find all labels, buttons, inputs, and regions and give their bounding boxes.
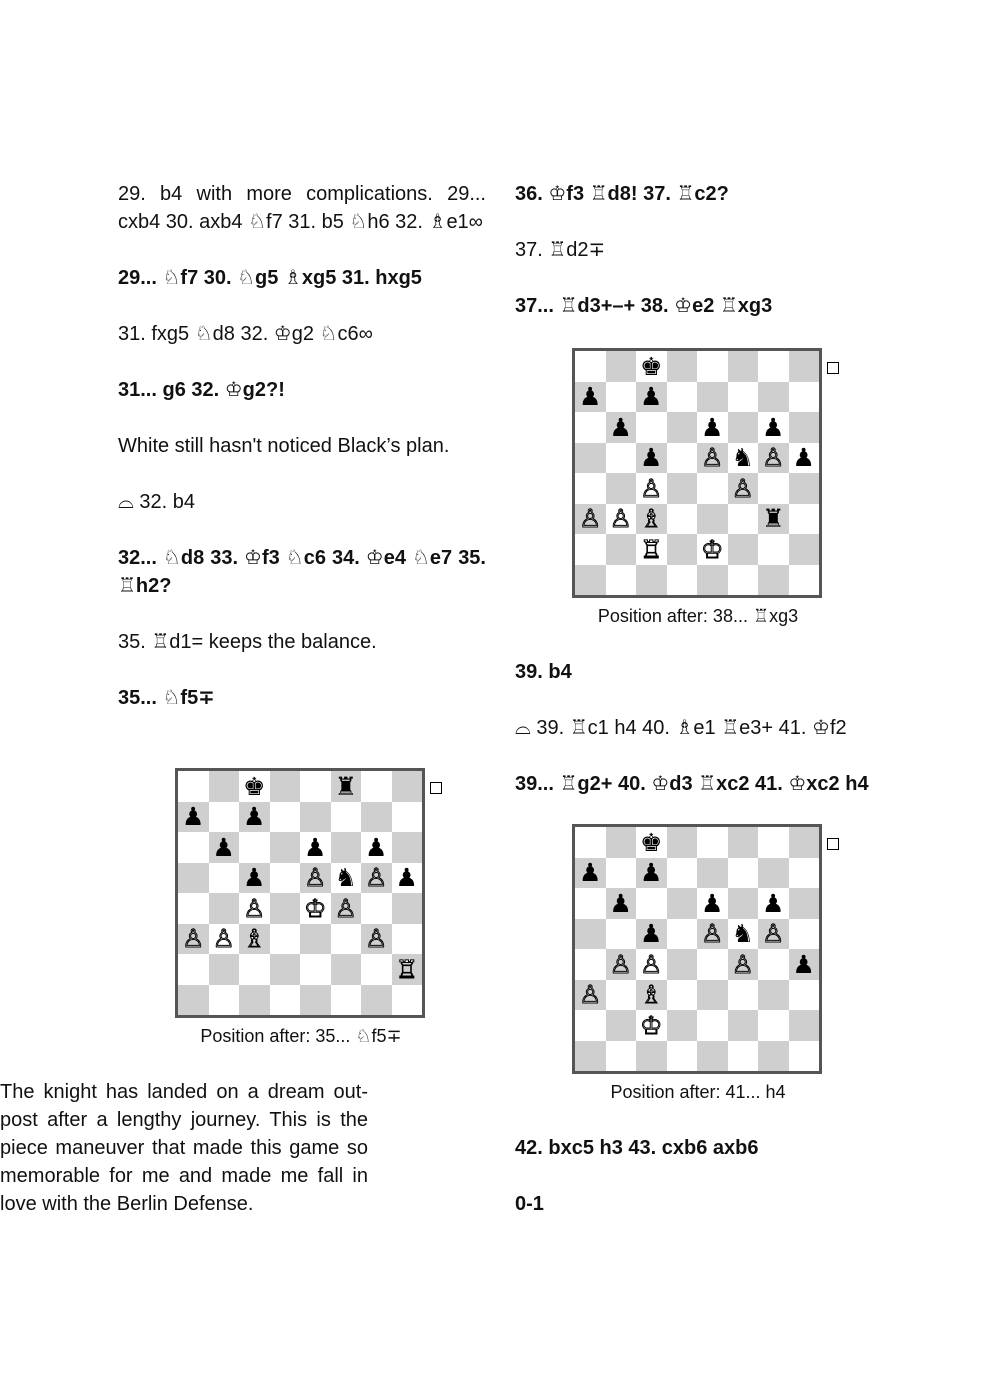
- board-square: [392, 924, 423, 955]
- board-square: [636, 534, 667, 565]
- white-pawn-icon: ♙: [365, 924, 388, 954]
- board-square: [728, 919, 759, 950]
- white-pawn-icon: ♙: [334, 893, 357, 923]
- board-square: [697, 888, 728, 919]
- board-square: [697, 1010, 728, 1041]
- white-pawn-icon: ♙: [579, 980, 602, 1010]
- board-square: [270, 893, 301, 924]
- board-square: [728, 382, 759, 413]
- board-square: [789, 565, 820, 596]
- board-square: [270, 924, 301, 955]
- board-square: [575, 1041, 606, 1072]
- white-pawn-icon: ♙: [609, 949, 632, 979]
- board-square: [697, 351, 728, 382]
- annotation-text: 31. fxg5 ♘d8 32. ♔g2 ♘c6∞: [118, 323, 373, 345]
- board-square: [636, 949, 667, 980]
- board-square: [239, 832, 270, 863]
- board-square: [758, 858, 789, 889]
- board-square: [239, 893, 270, 924]
- board-square: [300, 802, 331, 833]
- board-square: [392, 832, 423, 863]
- board-square: [575, 473, 606, 504]
- board-square: [758, 919, 789, 950]
- black-pawn-icon: ♟: [579, 382, 602, 412]
- board-square: [575, 1010, 606, 1041]
- board-square: [178, 954, 209, 985]
- board-square: [789, 443, 820, 474]
- board-square: [575, 443, 606, 474]
- board-square: [575, 827, 606, 858]
- chessboard: [572, 348, 822, 598]
- board-square: [331, 832, 362, 863]
- black-to-move-marker: [827, 838, 839, 850]
- board-square: [606, 504, 637, 535]
- board-square: [361, 832, 392, 863]
- white-king-icon: ♔: [640, 1010, 663, 1040]
- board-square: [606, 382, 637, 413]
- board-square: [697, 980, 728, 1011]
- diagram-caption: Position after: 38... ♖xg3: [597, 606, 799, 626]
- board-square: [636, 980, 667, 1011]
- board-square: [697, 949, 728, 980]
- move-line: 39. b4: [515, 661, 572, 683]
- board-square: [606, 858, 637, 889]
- black-king-icon: ♚: [243, 771, 266, 801]
- board-square: [178, 802, 209, 833]
- annotation-text: 35. ♖d1= keeps the balance.: [118, 631, 377, 653]
- board-square: [270, 954, 301, 985]
- white-pawn-icon: ♙: [304, 863, 327, 893]
- board-square: [697, 565, 728, 596]
- board-square: [606, 534, 637, 565]
- board-square: [697, 412, 728, 443]
- board-square: [300, 985, 331, 1016]
- board-square: [575, 919, 606, 950]
- board-square: [331, 771, 362, 802]
- board-square: [606, 1041, 637, 1072]
- board-square: [209, 771, 240, 802]
- board-square: [758, 827, 789, 858]
- board-square: [575, 412, 606, 443]
- annotation-text: 37. ♖d2∓: [515, 239, 606, 261]
- board-square: [331, 985, 362, 1016]
- board-square: [361, 954, 392, 985]
- board-square: [331, 924, 362, 955]
- board-square: [758, 412, 789, 443]
- board-square: [789, 949, 820, 980]
- board-square: [361, 985, 392, 1016]
- annotation-text: ⌓ 39. ♖c1 h4 40. ♗e1 ♖e3+ 41. ♔f2: [515, 717, 847, 739]
- board-square: [728, 443, 759, 474]
- black-pawn-icon: ♟: [701, 888, 724, 918]
- board-square: [392, 954, 423, 985]
- board-square: [789, 858, 820, 889]
- board-square: [392, 863, 423, 894]
- right-column: [515, 180, 883, 320]
- board-square: [758, 473, 789, 504]
- board-square: [239, 954, 270, 985]
- white-pawn-icon: ♙: [762, 443, 785, 473]
- diagram-caption: Position after: 41... h4: [610, 1082, 786, 1102]
- board-square: [728, 1041, 759, 1072]
- board-square: [178, 863, 209, 894]
- board-square: [361, 893, 392, 924]
- board-square: [606, 565, 637, 596]
- black-pawn-icon: ♟: [243, 863, 266, 893]
- annotation-text: The knight has landed on a dream out-post after a lengthy journey. This is the piece maneuver that made this game so memorable for me and made me fall in love with the Berlin Defense.: [0, 1081, 368, 1215]
- move-line: 32... ♘d8 33. ♔f3 ♘c6 34. ♔e4 ♘e7 35. ♖h2?: [118, 547, 486, 597]
- board-square: [697, 443, 728, 474]
- board-square: [789, 980, 820, 1011]
- board-square: [239, 802, 270, 833]
- black-pawn-icon: ♟: [395, 863, 418, 893]
- board-square: [331, 863, 362, 894]
- black-rook-icon: ♜: [334, 771, 357, 801]
- white-king-icon: ♔: [304, 893, 327, 923]
- board-square: [758, 382, 789, 413]
- board-square: [361, 924, 392, 955]
- black-knight-icon: ♞: [334, 863, 357, 893]
- board-square: [636, 565, 667, 596]
- board-square: [300, 954, 331, 985]
- white-rook-icon: ♖: [640, 534, 663, 564]
- board-square: [606, 888, 637, 919]
- board-square: [636, 858, 667, 889]
- black-pawn-icon: ♟: [212, 832, 235, 862]
- black-pawn-icon: ♟: [640, 858, 663, 888]
- board-square: [728, 412, 759, 443]
- board-square: [697, 919, 728, 950]
- board-square: [575, 858, 606, 889]
- white-pawn-icon: ♙: [731, 949, 754, 979]
- right-moves-block-top: [515, 180, 883, 320]
- board-square: [606, 351, 637, 382]
- white-bishop-icon: ♗: [640, 980, 663, 1010]
- move-line: 0-1: [515, 1193, 544, 1215]
- board-square: [789, 534, 820, 565]
- board-square: [636, 504, 667, 535]
- board-square: [789, 351, 820, 382]
- board-square: [789, 504, 820, 535]
- board-square: [361, 863, 392, 894]
- board-square: [789, 1041, 820, 1072]
- white-pawn-icon: ♙: [640, 949, 663, 979]
- board-square: [697, 473, 728, 504]
- board-square: [728, 888, 759, 919]
- board-square: [667, 888, 698, 919]
- board-square: [789, 888, 820, 919]
- board-square: [789, 412, 820, 443]
- board-square: [239, 771, 270, 802]
- board-square: [331, 954, 362, 985]
- black-knight-icon: ♞: [731, 919, 754, 949]
- left-column: [118, 180, 486, 712]
- board-square: [392, 893, 423, 924]
- chessboard: [572, 824, 822, 1074]
- board-square: [667, 827, 698, 858]
- right-moves-block-bottom: [515, 1134, 883, 1218]
- black-to-move-marker: [827, 362, 839, 374]
- board-square: [758, 888, 789, 919]
- board-square: [789, 473, 820, 504]
- board-square: [667, 473, 698, 504]
- board-square: [697, 1041, 728, 1072]
- board-square: [300, 893, 331, 924]
- board-square: [758, 351, 789, 382]
- board-square: [392, 802, 423, 833]
- move-line: 31... g6 32. ♔g2?!: [118, 379, 285, 401]
- board-square: [575, 565, 606, 596]
- board-square: [270, 985, 301, 1016]
- board-square: [667, 919, 698, 950]
- move-line: 36. ♔f3 ♖d8! 37. ♖c2?: [515, 183, 729, 205]
- black-rook-icon: ♜: [762, 504, 785, 534]
- board-square: [209, 832, 240, 863]
- board-square: [392, 985, 423, 1016]
- white-bishop-icon: ♗: [640, 504, 663, 534]
- board-square: [636, 351, 667, 382]
- left-closing-text: [0, 1078, 368, 1218]
- board-square: [728, 534, 759, 565]
- board-square: [667, 565, 698, 596]
- black-pawn-icon: ♟: [243, 802, 266, 832]
- board-square: [667, 1010, 698, 1041]
- black-pawn-icon: ♟: [609, 412, 632, 442]
- board-square: [300, 863, 331, 894]
- black-pawn-icon: ♟: [365, 832, 388, 862]
- white-pawn-icon: ♙: [640, 473, 663, 503]
- board-square: [636, 382, 667, 413]
- board-square: [697, 534, 728, 565]
- board-square: [239, 863, 270, 894]
- board-square: [728, 858, 759, 889]
- board-square: [667, 443, 698, 474]
- white-pawn-icon: ♙: [182, 924, 205, 954]
- board-square: [758, 534, 789, 565]
- board-square: [575, 382, 606, 413]
- board-square: [728, 827, 759, 858]
- board-square: [758, 1041, 789, 1072]
- board-square: [606, 827, 637, 858]
- board-square: [667, 534, 698, 565]
- board-square: [575, 504, 606, 535]
- board-square: [606, 980, 637, 1011]
- board-square: [728, 1010, 759, 1041]
- board-square: [575, 888, 606, 919]
- white-king-icon: ♔: [701, 534, 724, 564]
- board-square: [789, 1010, 820, 1041]
- board-square: [239, 985, 270, 1016]
- board-square: [728, 949, 759, 980]
- board-square: [392, 771, 423, 802]
- board-square: [758, 1010, 789, 1041]
- board-square: [697, 858, 728, 889]
- board-square: [178, 832, 209, 863]
- black-pawn-icon: ♟: [792, 443, 815, 473]
- board-square: [209, 802, 240, 833]
- board-square: [758, 949, 789, 980]
- annotation-text: 29. b4 with more complications. 29... cxb4 30. axb4 ♘f7 31. b5 ♘h6 32. ♗e1∞: [118, 183, 486, 233]
- board-square: [209, 954, 240, 985]
- right-moves-block-middle: [515, 658, 883, 798]
- board-square: [636, 919, 667, 950]
- board-square: [667, 858, 698, 889]
- board-square: [300, 832, 331, 863]
- board-square: [728, 351, 759, 382]
- white-pawn-icon: ♙: [701, 443, 724, 473]
- black-pawn-icon: ♟: [640, 443, 663, 473]
- move-line: 39... ♖g2+ 40. ♔d3 ♖xc2 41. ♔xc2 h4: [515, 773, 869, 795]
- board-square: [636, 1010, 667, 1041]
- board-square: [728, 980, 759, 1011]
- diagram-caption: Position after: 35... ♘f5∓: [200, 1026, 402, 1046]
- board-square: [575, 980, 606, 1011]
- board-square: [636, 827, 667, 858]
- black-king-icon: ♚: [640, 827, 663, 857]
- annotation-text: White still hasn't noticed Black’s plan.: [118, 435, 450, 457]
- board-square: [300, 924, 331, 955]
- black-pawn-icon: ♟: [579, 858, 602, 888]
- black-pawn-icon: ♟: [609, 888, 632, 918]
- move-line: 42. bxc5 h3 43. cxb6 axb6: [515, 1137, 759, 1159]
- white-pawn-icon: ♙: [365, 863, 388, 893]
- white-pawn-icon: ♙: [609, 504, 632, 534]
- board-square: [178, 893, 209, 924]
- board-square: [209, 985, 240, 1016]
- board-square: [758, 980, 789, 1011]
- board-square: [270, 802, 301, 833]
- board-square: [667, 412, 698, 443]
- board-square: [300, 771, 331, 802]
- black-pawn-icon: ♟: [304, 832, 327, 862]
- board-square: [575, 534, 606, 565]
- board-square: [789, 827, 820, 858]
- board-square: [178, 924, 209, 955]
- board-square: [575, 949, 606, 980]
- board-square: [361, 802, 392, 833]
- board-square: [789, 919, 820, 950]
- board-square: [270, 863, 301, 894]
- board-square: [606, 412, 637, 443]
- board-square: [209, 863, 240, 894]
- board-square: [606, 473, 637, 504]
- board-square: [606, 949, 637, 980]
- board-square: [789, 382, 820, 413]
- board-square: [331, 802, 362, 833]
- black-knight-icon: ♞: [731, 443, 754, 473]
- board-square: [178, 771, 209, 802]
- board-square: [331, 893, 362, 924]
- board-square: [728, 565, 759, 596]
- board-square: [697, 827, 728, 858]
- board-square: [636, 473, 667, 504]
- board-square: [728, 504, 759, 535]
- white-rook-icon: ♖: [395, 954, 418, 984]
- left-moves-block: [118, 180, 486, 712]
- board-square: [606, 443, 637, 474]
- white-pawn-icon: ♙: [762, 919, 785, 949]
- board-square: [209, 893, 240, 924]
- white-pawn-icon: ♙: [243, 893, 266, 923]
- black-king-icon: ♚: [640, 351, 663, 381]
- white-bishop-icon: ♗: [243, 924, 266, 954]
- move-line: 37... ♖d3+–+ 38. ♔e2 ♖xg3: [515, 295, 773, 317]
- board-square: [697, 504, 728, 535]
- board-square: [270, 771, 301, 802]
- board-square: [606, 919, 637, 950]
- board-square: [636, 412, 667, 443]
- chessboard: [175, 768, 425, 1018]
- black-to-move-marker: [430, 782, 442, 794]
- board-square: [361, 771, 392, 802]
- board-square: [758, 504, 789, 535]
- annotation-text: ⌓ 32. b4: [118, 491, 195, 513]
- board-square: [758, 443, 789, 474]
- white-pawn-icon: ♙: [579, 504, 602, 534]
- board-square: [209, 924, 240, 955]
- board-square: [667, 1041, 698, 1072]
- black-pawn-icon: ♟: [792, 949, 815, 979]
- board-square: [667, 504, 698, 535]
- board-square: [636, 443, 667, 474]
- move-line: 29... ♘f7 30. ♘g5 ♗xg5 31. hxg5: [118, 267, 422, 289]
- board-square: [178, 985, 209, 1016]
- black-pawn-icon: ♟: [182, 802, 205, 832]
- board-square: [667, 351, 698, 382]
- white-pawn-icon: ♙: [701, 919, 724, 949]
- board-square: [636, 1041, 667, 1072]
- board-square: [667, 382, 698, 413]
- move-line: 35... ♘f5∓: [118, 687, 215, 709]
- board-square: [758, 565, 789, 596]
- board-square: [239, 924, 270, 955]
- white-pawn-icon: ♙: [212, 924, 235, 954]
- board-square: [270, 832, 301, 863]
- board-square: [606, 1010, 637, 1041]
- black-pawn-icon: ♟: [640, 382, 663, 412]
- board-square: [667, 949, 698, 980]
- black-pawn-icon: ♟: [762, 412, 785, 442]
- black-pawn-icon: ♟: [701, 412, 724, 442]
- board-square: [636, 888, 667, 919]
- board-square: [667, 980, 698, 1011]
- black-pawn-icon: ♟: [640, 919, 663, 949]
- black-pawn-icon: ♟: [762, 888, 785, 918]
- board-square: [728, 473, 759, 504]
- board-square: [575, 351, 606, 382]
- white-pawn-icon: ♙: [731, 473, 754, 503]
- board-square: [697, 382, 728, 413]
